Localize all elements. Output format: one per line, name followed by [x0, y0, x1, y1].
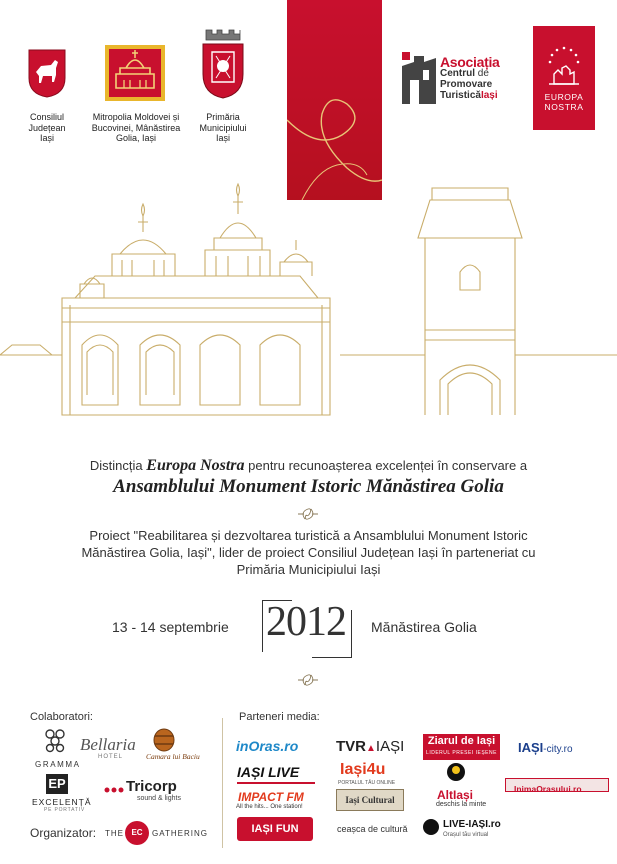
distinction-line: Distincția Europa Nostra pentru recunoașterea excelenței în conservare a [89, 457, 528, 474]
ziarul-logo: Ziarul de Iași LIDERUL PRESEI IEȘENE [423, 734, 500, 760]
tvr-logo: TVR▲IAȘI [336, 738, 405, 755]
asociatia-subtitle: Centrul de Promovare TuristicăIași [440, 68, 498, 101]
excelenta-sub: PE PORTATIV [44, 807, 86, 813]
golia-monastery-illustration [0, 180, 617, 440]
impactfm-logo: IMPACT FM [238, 790, 304, 804]
europa-nostra-text: EUROPA NOSTRA [544, 92, 584, 112]
event-year: 2012 [266, 599, 346, 645]
ceasca-logo: ceașca de cultură [337, 824, 408, 834]
inoras-logo: inOras.ro [236, 738, 299, 754]
impactfm-sub: All the hits... One station! [236, 804, 303, 810]
inimaorasului-logo: InimaOrasului.ro [505, 778, 609, 792]
mitropolia-crest-icon [104, 44, 166, 102]
organizer-label: Organizator: [30, 826, 97, 840]
primaria-crest-icon [200, 26, 246, 100]
judet-caption: Consiliul Județean Iași [28, 112, 66, 143]
altiasi-sub: deschis la minte [436, 801, 487, 808]
excelenta-logo: EXCELENȚĂ [32, 797, 92, 807]
gramma-logo-text: GRAMMA [35, 760, 81, 769]
altiasi-bulb-icon [446, 762, 466, 782]
tricorp-dots-icon [104, 786, 124, 794]
ornament-icon [296, 506, 320, 522]
europa-nostra-logo [533, 26, 595, 130]
judet-crest-icon [27, 48, 67, 98]
iasicity-logo: IAȘI-city.ro [518, 740, 573, 755]
bellaria-logo: Bellaria [80, 735, 136, 754]
ornament-icon [296, 672, 320, 688]
gold-swirl-icon [287, 0, 382, 200]
camara-logo: Camara lui Baciu [146, 752, 200, 761]
liveiasi-logo: LIVE-IAȘI.ro Orașul tău virtual [423, 817, 501, 843]
collaborators-label: Colaboratori: [30, 711, 93, 723]
tricorp-sub: sound & lights [137, 795, 181, 802]
monument-title: Ansamblului Monument Istoric Mănăstirea Golia [113, 476, 504, 497]
tricorp-logo: Tricorp [126, 778, 177, 795]
iasi4u-logo: Iași4u [340, 761, 386, 778]
ep-mark-icon: EP [46, 774, 68, 794]
red-banner [287, 0, 382, 200]
event-place: Mănăstirea Golia [371, 619, 477, 635]
europa-nostra-emblem-icon [533, 26, 595, 96]
mitropolia-caption: Mitropolia Moldovei și Bucovinei, Mânăstirea Golia, Iași [91, 112, 181, 143]
gramma-grapes-icon [44, 728, 66, 756]
iasifun-logo: IAȘI FUN [237, 817, 313, 841]
iasi4u-sub: PORTALUL TĂU ONLINE [338, 780, 396, 786]
footer-divider [222, 718, 223, 848]
event-dates: 13 - 14 septembrie [112, 619, 229, 635]
primaria-caption: Primăria Municipiului Iași [199, 112, 247, 143]
camara-barrel-icon [152, 728, 176, 752]
iasilive-logo: IAȘI LIVE [237, 764, 315, 784]
iasicultural-logo: Iași Cultural [336, 789, 404, 811]
organizer-the: THE [105, 829, 124, 838]
media-partners-label: Parteneri media: [239, 711, 320, 723]
organizer-ec-badge: EC [125, 821, 149, 845]
altiasi-logo: AltIași [437, 788, 474, 802]
organizer-gathering: GATHERING [152, 829, 208, 838]
bellaria-sub: HOTEL [98, 754, 124, 760]
project-description: Proiect "Reabilitarea și dezvoltarea turistică a Ansamblului Monument Istoric Mănăstirea Golia, Iași", lider de proiect Consiliul Județean Iași în parteneriat cu Primăria Municipiului Iași [81, 528, 536, 577]
asociatia-title: Asociația [440, 54, 500, 70]
